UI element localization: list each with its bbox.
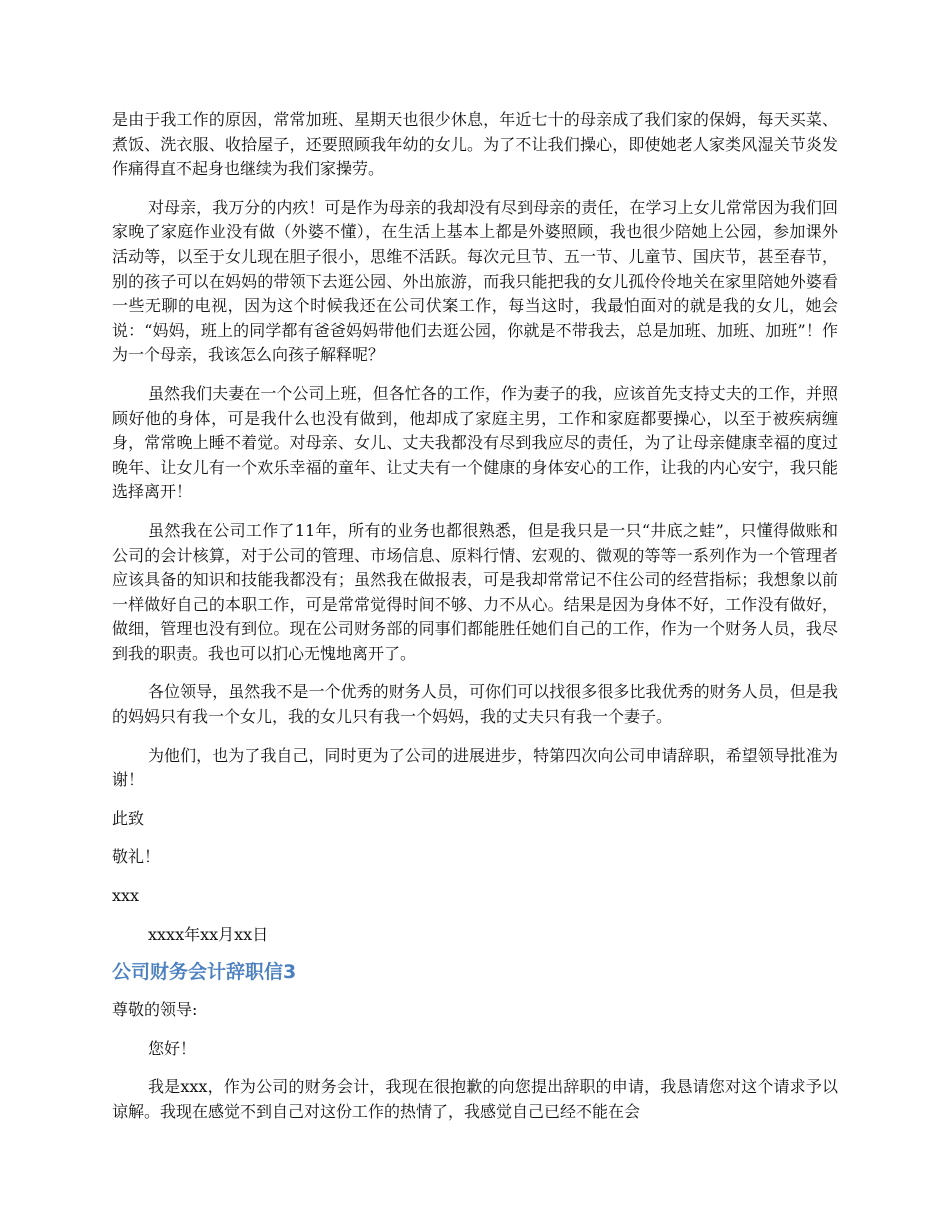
salutation: 尊敬的领导: (112, 1000, 198, 1020)
paragraph-work: 虽然我在公司工作了11年，所有的业务也都很熟悉，但是我只是一只“井底之蛙”，只懂得做账和公司的会计核算，对于公司的管理、市场信息、原料行情、宏观的、微观的等等一系列作为一个管理者应该具备的知识和技能我都没有；虽然我在做报表，可是我却常常记不住公司的经营指标；我想象以前一样做好自己的本职工作，可是常常觉得时间不够、力不从心。结果是因为身体不好，工作没有做好，做细，管理也没有到位。现在公司财务部的同事们都能胜任她们自己的工作，作为一个财务人员，我尽到我的职责。我也可以扪心无愧地离开了。 (112, 520, 838, 663)
paragraph-mother: 对母亲，我万分的内疚！可是作为母亲的我却没有尽到母亲的责任，在学习上女儿常常因为我们回家晚了家庭作业没有做（外婆不懂），在生活上基本上都是外婆照顾，我也很少陪她上公园，参加课外活动等，以至于女儿现在胆子很小，思维不活跃。每次元旦节、五一节、儿童节、国庆节，甚至春节，别的孩子可以在妈妈的带领下去逛公园、外出旅游，而我只能把我的女儿孤伶伶地关在家里陪她外婆看一些无聊的电视，因为这个时候我还在公司伏案工作，每当这时，我最怕面对的就是我的女儿，她会说：“妈妈，班上的同学都有爸爸妈妈带他们去逛公园，你就是不带我去，总是加班、加班、加班”！作为一个母亲，我该怎么向孩子解释呢？ (112, 197, 838, 365)
date-line: xxxx年xx月xx日 (148, 924, 269, 944)
paragraph-continued: 是由于我工作的原因，常常加班、星期天也很少休息，年近七十的母亲成了我们家的保姆，每天买菜、煮饭、洗衣服、收拾屋子，还要照顾我年幼的女儿。为了不让我们操心，即使她老人家类风湿关节炎发作痛得直不起身也继续为我们家操劳。 (112, 110, 838, 179)
greeting: 您好！ (148, 1038, 197, 1058)
document-page (112, 108, 838, 1125)
closing-line-2: 敬礼！ (112, 847, 161, 867)
paragraph-husband: 虽然我们夫妻在一个公司上班，但各忙各的工作，作为妻子的我，应该首先支持丈夫的工作，并照顾好他的身体，可是我什么也没有做到，他却成了家庭主男，工作和家庭都要操心，以至于被疾病缠身，常常晚上睡不着觉。对母亲、女儿、丈夫我都没有尽到我应尽的责任，为了让母亲健康幸福的度过晚年、让女儿有一个欢乐幸福的童年、让丈夫有一个健康的身体安心的工作，让我的内心安宁，我只能选择离开！ (112, 383, 838, 502)
closing-line-1: 此致 (112, 808, 145, 828)
paragraph-intro: 我是xxx，作为公司的财务会计，我现在很抱歉的向您提出辞职的申请，我恳请您对这个请求予以谅解。我现在感觉不到自己对这份工作的热情了，我感觉自己已经不能在会 (112, 1077, 838, 1121)
signature: xxx (112, 886, 140, 906)
section-heading: 公司财务会计辞职信3 (112, 961, 297, 984)
paragraph-leaders: 各位领导，虽然我不是一个优秀的财务人员，可你们可以找很多很多比我优秀的财务人员，但是我的妈妈只有我一个女儿，我的女儿只有我一个妈妈，我的丈夫只有我一个妻子。 (112, 682, 838, 727)
paragraph-request: 为他们，也为了我自己，同时更为了公司的进展进步，特第四次向公司申请辞职，希望领导批准为谢！ (112, 745, 838, 790)
